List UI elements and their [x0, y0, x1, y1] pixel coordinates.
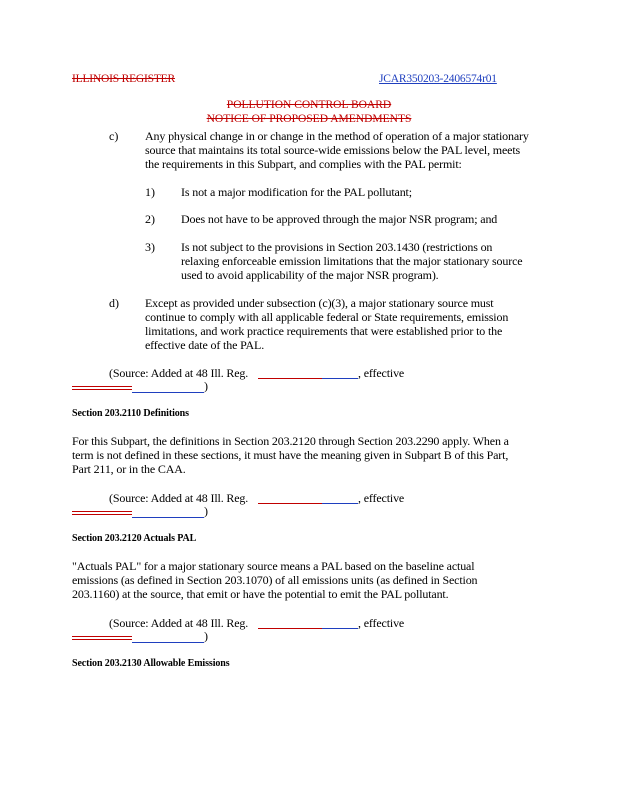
blueline-blank — [132, 642, 204, 643]
redline-blank — [72, 636, 132, 637]
notice-title: NOTICE OF PROPOSED AMENDMENTS — [206, 113, 412, 125]
item-c-label: c) — [109, 129, 119, 143]
source-note-effective: , effective — [358, 491, 405, 505]
redline-blank — [258, 378, 322, 379]
item-c3-text — [181, 240, 522, 282]
board-title: POLLUTION CONTROL BOARD — [226, 99, 392, 111]
blueline-blank — [322, 503, 358, 504]
item-c3-label: 3) — [145, 240, 155, 254]
redline-blank — [72, 514, 132, 515]
text-line: source that maintains its total source-wide emissions below the PAL level, meets — [145, 143, 521, 157]
item-c2-text: Does not have to be approved through the major NSR program; and — [181, 212, 498, 226]
redline-blank — [258, 503, 322, 504]
text-line: Is not subject to the provisions in Section 203.1430 (restrictions on — [181, 240, 493, 254]
redline-blank — [72, 511, 132, 512]
text-line: continue to comply with all applicable federal or State requirements, emission — [145, 310, 509, 324]
text-line: emissions (as defined in Section 203.1070) of all emissions units (as defined in Section — [72, 573, 478, 587]
text-line: "Actuals PAL" for a major stationary source means a PAL based on the baseline actual — [72, 559, 475, 573]
blueline-blank — [132, 392, 204, 393]
redline-blank — [258, 628, 322, 629]
text-line: the requirements in this Subpart, and complies with the PAL permit: — [145, 157, 462, 171]
text-line: Part 211, or in the CAA. — [72, 462, 186, 476]
item-c1-text: Is not a major modification for the PAL pollutant; — [181, 185, 412, 199]
text-line: effective date of the PAL. — [145, 338, 265, 352]
item-d-text — [145, 296, 508, 352]
redline-blank — [72, 389, 132, 390]
text-line: For this Subpart, the definitions in Section 203.2120 through Section 203.2290 apply. When a — [72, 434, 509, 448]
source-note-effective: , effective — [358, 616, 405, 630]
source-note-close: ) — [204, 379, 208, 393]
item-c1-label: 1) — [145, 185, 155, 199]
source-note-prefix: (Source: Added at 48 Ill. Reg. — [109, 616, 249, 630]
source-note-prefix: (Source: Added at 48 Ill. Reg. — [109, 491, 249, 505]
text-line: Except as provided under subsection (c)(3), a major stationary source must — [145, 296, 494, 310]
source-note-close: ) — [204, 504, 208, 518]
item-c-text — [145, 129, 529, 171]
blueline-blank — [322, 378, 358, 379]
text-line: relaxing enforceable emission limitations that the major stationary source — [181, 254, 523, 268]
text-line: used to avoid applicability of the major NSR program). — [181, 268, 439, 282]
section-heading: Section 203.2110 Definitions — [72, 408, 189, 419]
source-note-effective: , effective — [358, 366, 405, 380]
redline-blank — [72, 386, 132, 387]
item-d-label: d) — [109, 296, 119, 310]
section-heading: Section 203.2120 Actuals PAL — [72, 533, 197, 544]
source-note-prefix: (Source: Added at 48 Ill. Reg. — [109, 366, 249, 380]
source-note-close: ) — [204, 629, 208, 643]
item-c2-label: 2) — [145, 212, 155, 226]
text-line: limitations, and work practice requirements that were established prior to the — [145, 324, 503, 338]
register-header: ILLINOIS REGISTER — [72, 73, 175, 85]
text-line: Any physical change in or change in the method of operation of a major stationary — [145, 129, 529, 143]
blueline-blank — [132, 517, 204, 518]
section-heading: Section 203.2130 Allowable Emissions — [72, 658, 230, 669]
section-body — [72, 559, 477, 601]
redline-blank — [72, 639, 132, 640]
blueline-blank — [322, 628, 358, 629]
jcar-code: JCAR350203-2406574r01 — [379, 73, 497, 85]
section-body — [72, 434, 509, 476]
text-line: term is not defined in these sections, it must have the meaning given in Subpart B of this Part, — [72, 448, 509, 462]
text-line: 203.1160) at the source, that emit or have the potential to emit the PAL pollutant. — [72, 587, 449, 601]
